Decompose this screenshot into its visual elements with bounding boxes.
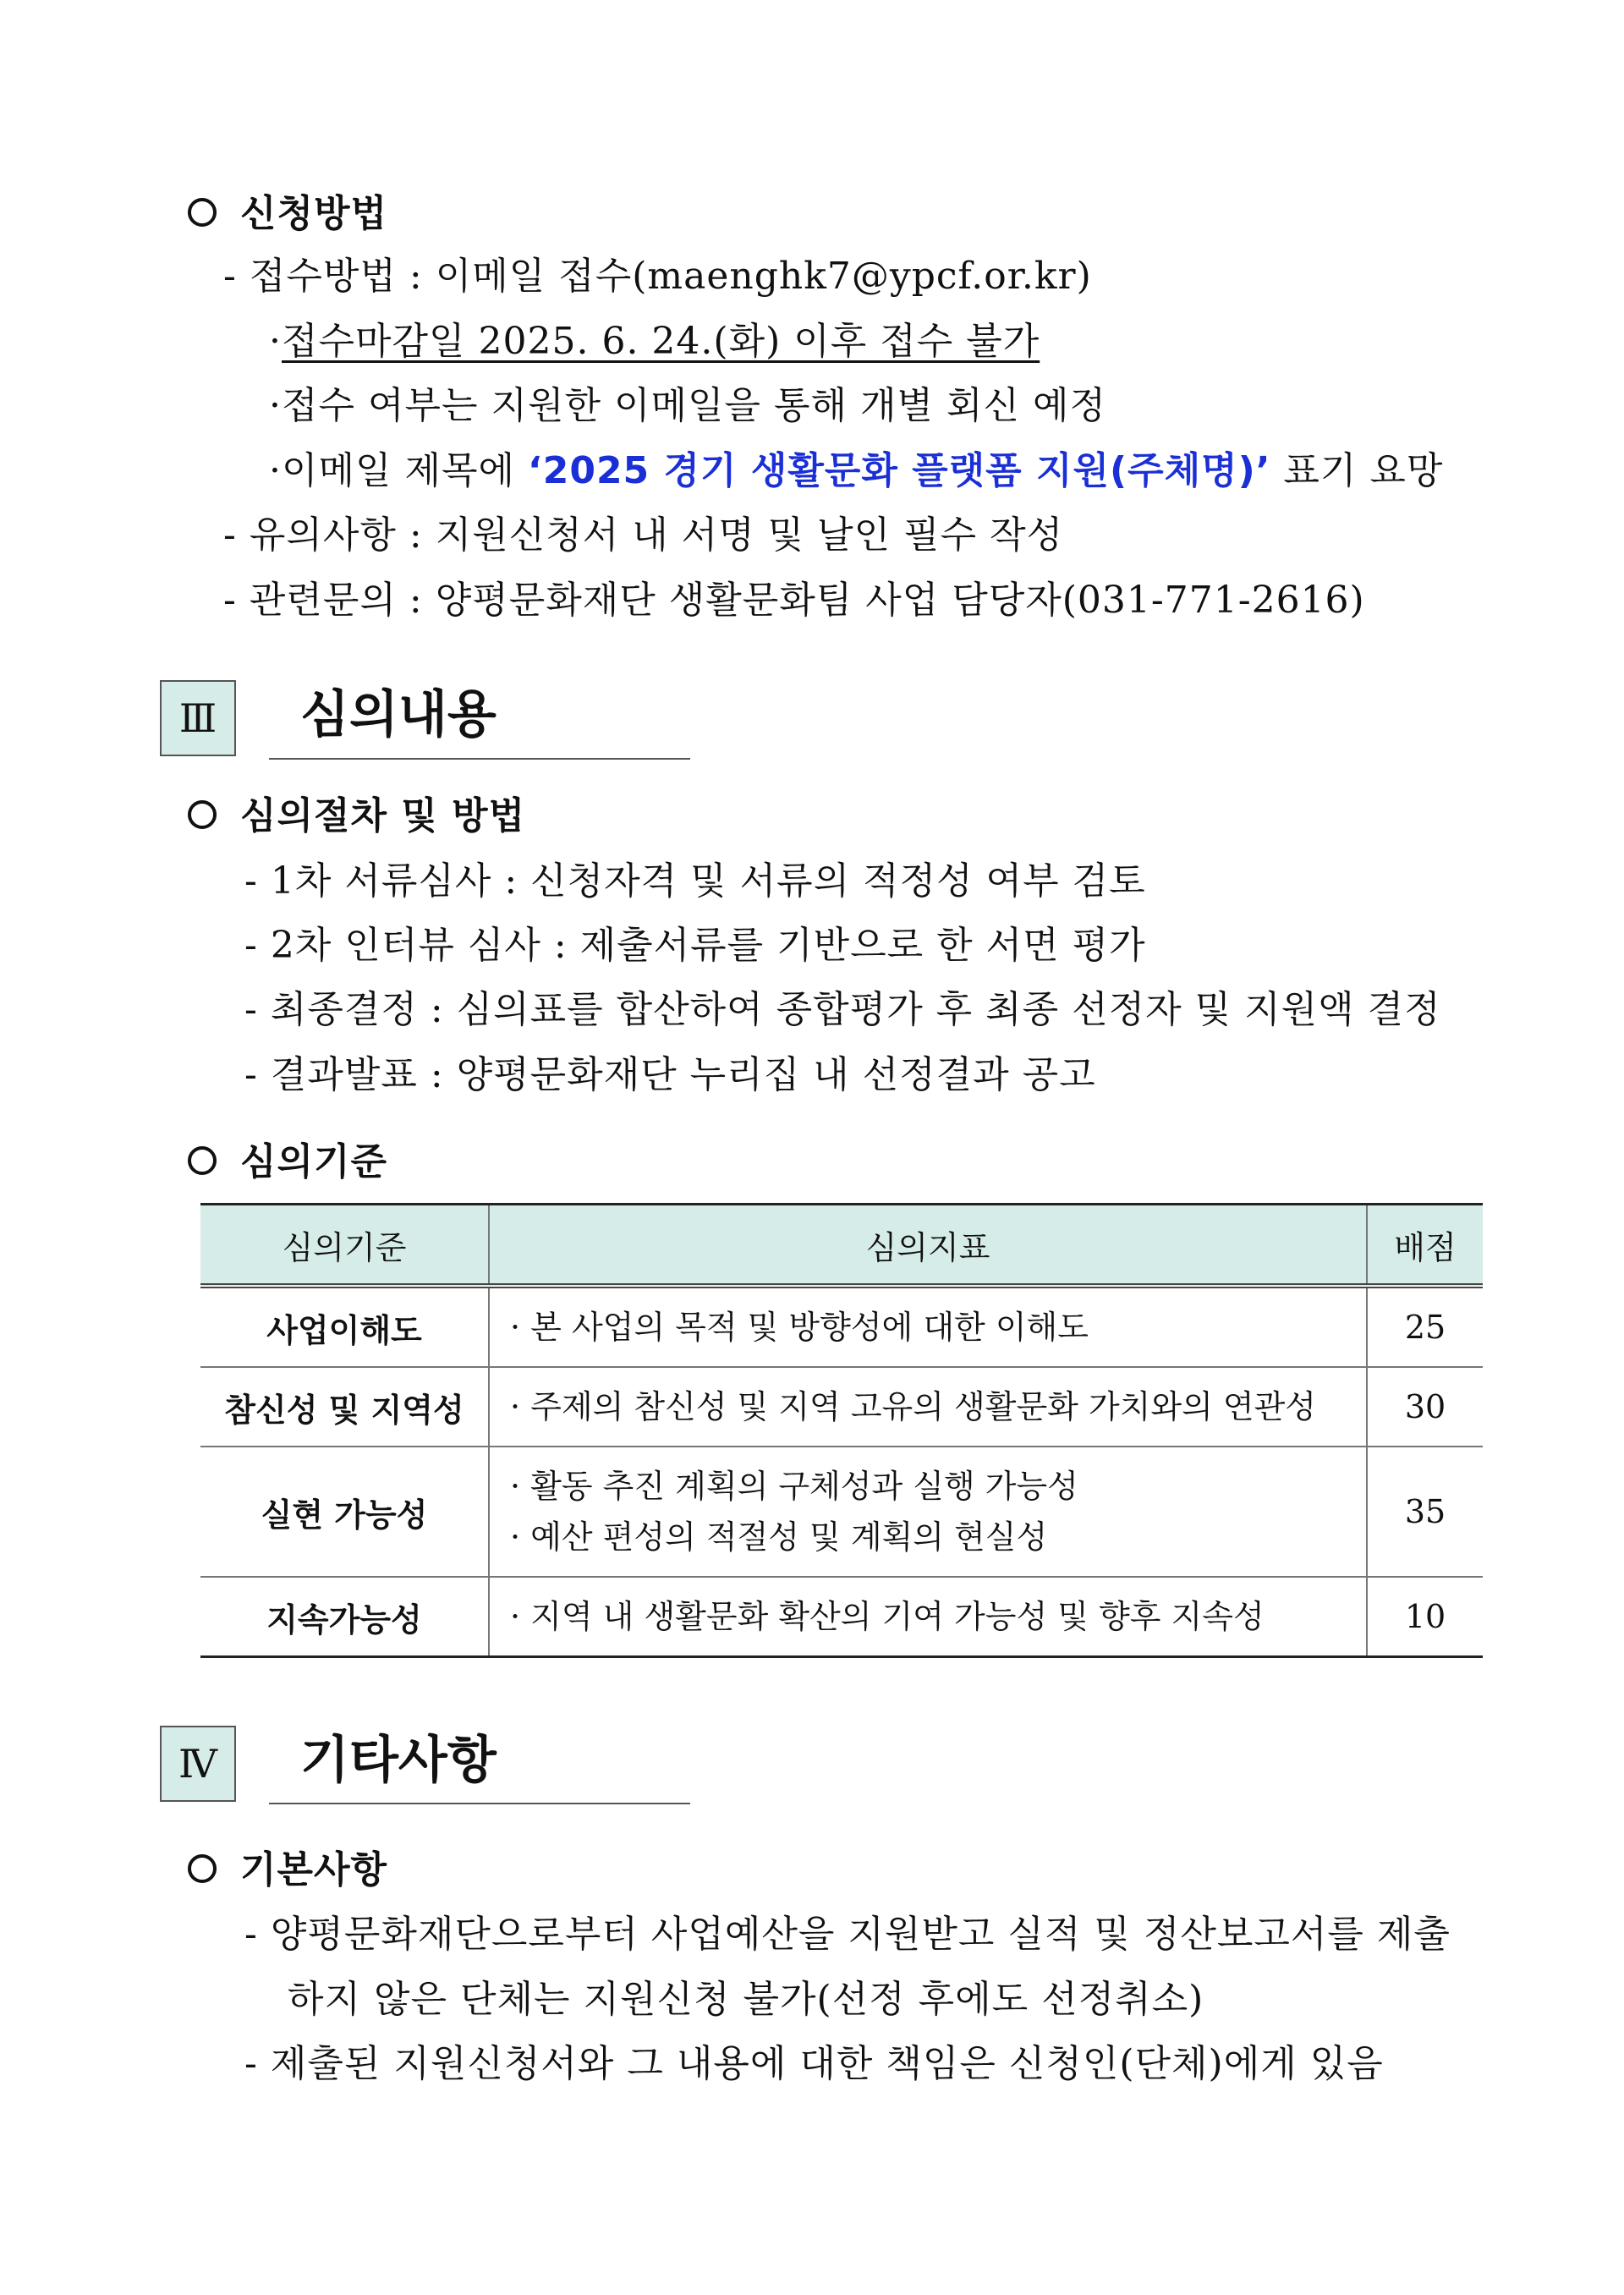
application-item-method: - 접수방법 : 이메일 접수(maenghk7@ypcf.or.kr) bbox=[223, 255, 1092, 298]
table-row bbox=[200, 1286, 1483, 1367]
criterion-cell: 실현 가능성 bbox=[200, 1447, 489, 1577]
basic-item-line: 하지 않은 단체는 지원신청 불가(선정 후에도 선정취소) bbox=[288, 1978, 1204, 2021]
basic-item-line: - 양평문화재단으로부터 사업예산을 지원받고 실적 및 정산보고서를 제출 bbox=[244, 1913, 1451, 1956]
procedure-item: - 1차 서류심사 : 신청자격 및 서류의 적정성 여부 검토 bbox=[244, 859, 1146, 903]
criterion-cell: 사업이해도 bbox=[200, 1286, 489, 1367]
indicator-cell: · 주제의 참신성 및 지역 고유의 생활문화 가치와의 연관성 bbox=[489, 1367, 1367, 1447]
indicator-cell: · 본 사업의 목적 및 방향성에 대한 이해도 bbox=[489, 1286, 1367, 1367]
application-item-notice: - 유의사항 : 지원신청서 내 서명 및 날인 필수 작성 bbox=[223, 513, 1064, 557]
column-header: 배점 bbox=[1367, 1205, 1483, 1287]
application-item-reply: ·접수 여부는 지원한 이메일을 통해 개별 회신 예정 bbox=[269, 384, 1106, 427]
email-subject-highlight: ‘2025 경기 생활문화 플랫폼 지원(주체명)’ bbox=[528, 449, 1271, 492]
column-header: 심의지표 bbox=[489, 1205, 1367, 1287]
column-header: 심의기준 bbox=[200, 1205, 489, 1287]
section-title: 심의내용 bbox=[300, 685, 497, 744]
section-title: 기타사항 bbox=[300, 1731, 497, 1790]
score-cell: 30 bbox=[1367, 1367, 1483, 1447]
basic-heading: 기본사항 bbox=[188, 1847, 387, 1894]
indicator-cell: · 활동 추진 계획의 구체성과 실행 가능성 · 예산 편성의 적절성 및 계획의 현실성 bbox=[489, 1447, 1367, 1577]
table-row bbox=[200, 1367, 1483, 1447]
score-cell: 10 bbox=[1367, 1577, 1483, 1657]
section-number-box: Ⅳ bbox=[160, 1726, 236, 1802]
section-number-box: Ⅲ bbox=[160, 680, 236, 756]
circle-bullet-icon bbox=[188, 198, 217, 227]
table-header-row bbox=[200, 1205, 1483, 1287]
circle-bullet-icon bbox=[188, 1854, 217, 1883]
circle-bullet-icon bbox=[188, 800, 217, 829]
procedure-item: - 최종결정 : 심의표를 합산하여 종합평가 후 최종 선정자 및 지원액 결정 bbox=[244, 988, 1441, 1031]
section-underline bbox=[269, 1803, 690, 1804]
criteria-heading: 심의기준 bbox=[188, 1139, 387, 1186]
criterion-cell: 참신성 및 지역성 bbox=[200, 1367, 489, 1447]
score-cell: 35 bbox=[1367, 1447, 1483, 1577]
application-item-deadline: ·접수마감일 2025. 6. 24.(화) 이후 접수 불가 bbox=[269, 320, 1040, 363]
basic-item-line: - 제출된 지원신청서와 그 내용에 대한 책임은 신청인(단체)에게 있음 bbox=[244, 2042, 1384, 2085]
score-cell: 25 bbox=[1367, 1286, 1483, 1367]
application-item-contact: - 관련문의 : 양평문화재단 생활문화팀 사업 담당자(031-771-2616) bbox=[223, 579, 1365, 622]
procedure-heading: 심의절차 및 방법 bbox=[188, 793, 525, 840]
criterion-cell: 지속가능성 bbox=[200, 1577, 489, 1657]
indicator-cell: · 지역 내 생활문화 확산의 기여 가능성 및 향후 지속성 bbox=[489, 1577, 1367, 1657]
circle-bullet-icon bbox=[188, 1146, 217, 1175]
table-row bbox=[200, 1447, 1483, 1577]
criteria-table bbox=[200, 1203, 1483, 1658]
procedure-item: - 결과발표 : 양평문화재단 누리집 내 선정결과 공고 bbox=[244, 1053, 1096, 1096]
application-item-subject: ·이메일 제목에 ‘2025 경기 생활문화 플랫폼 지원(주체명)’ 표기 요망 bbox=[269, 449, 1444, 492]
application-heading: 신청방법 bbox=[188, 190, 387, 238]
section-underline bbox=[269, 758, 690, 760]
procedure-item: - 2차 인터뷰 심사 : 제출서류를 기반으로 한 서면 평가 bbox=[244, 924, 1146, 967]
table-row bbox=[200, 1577, 1483, 1657]
